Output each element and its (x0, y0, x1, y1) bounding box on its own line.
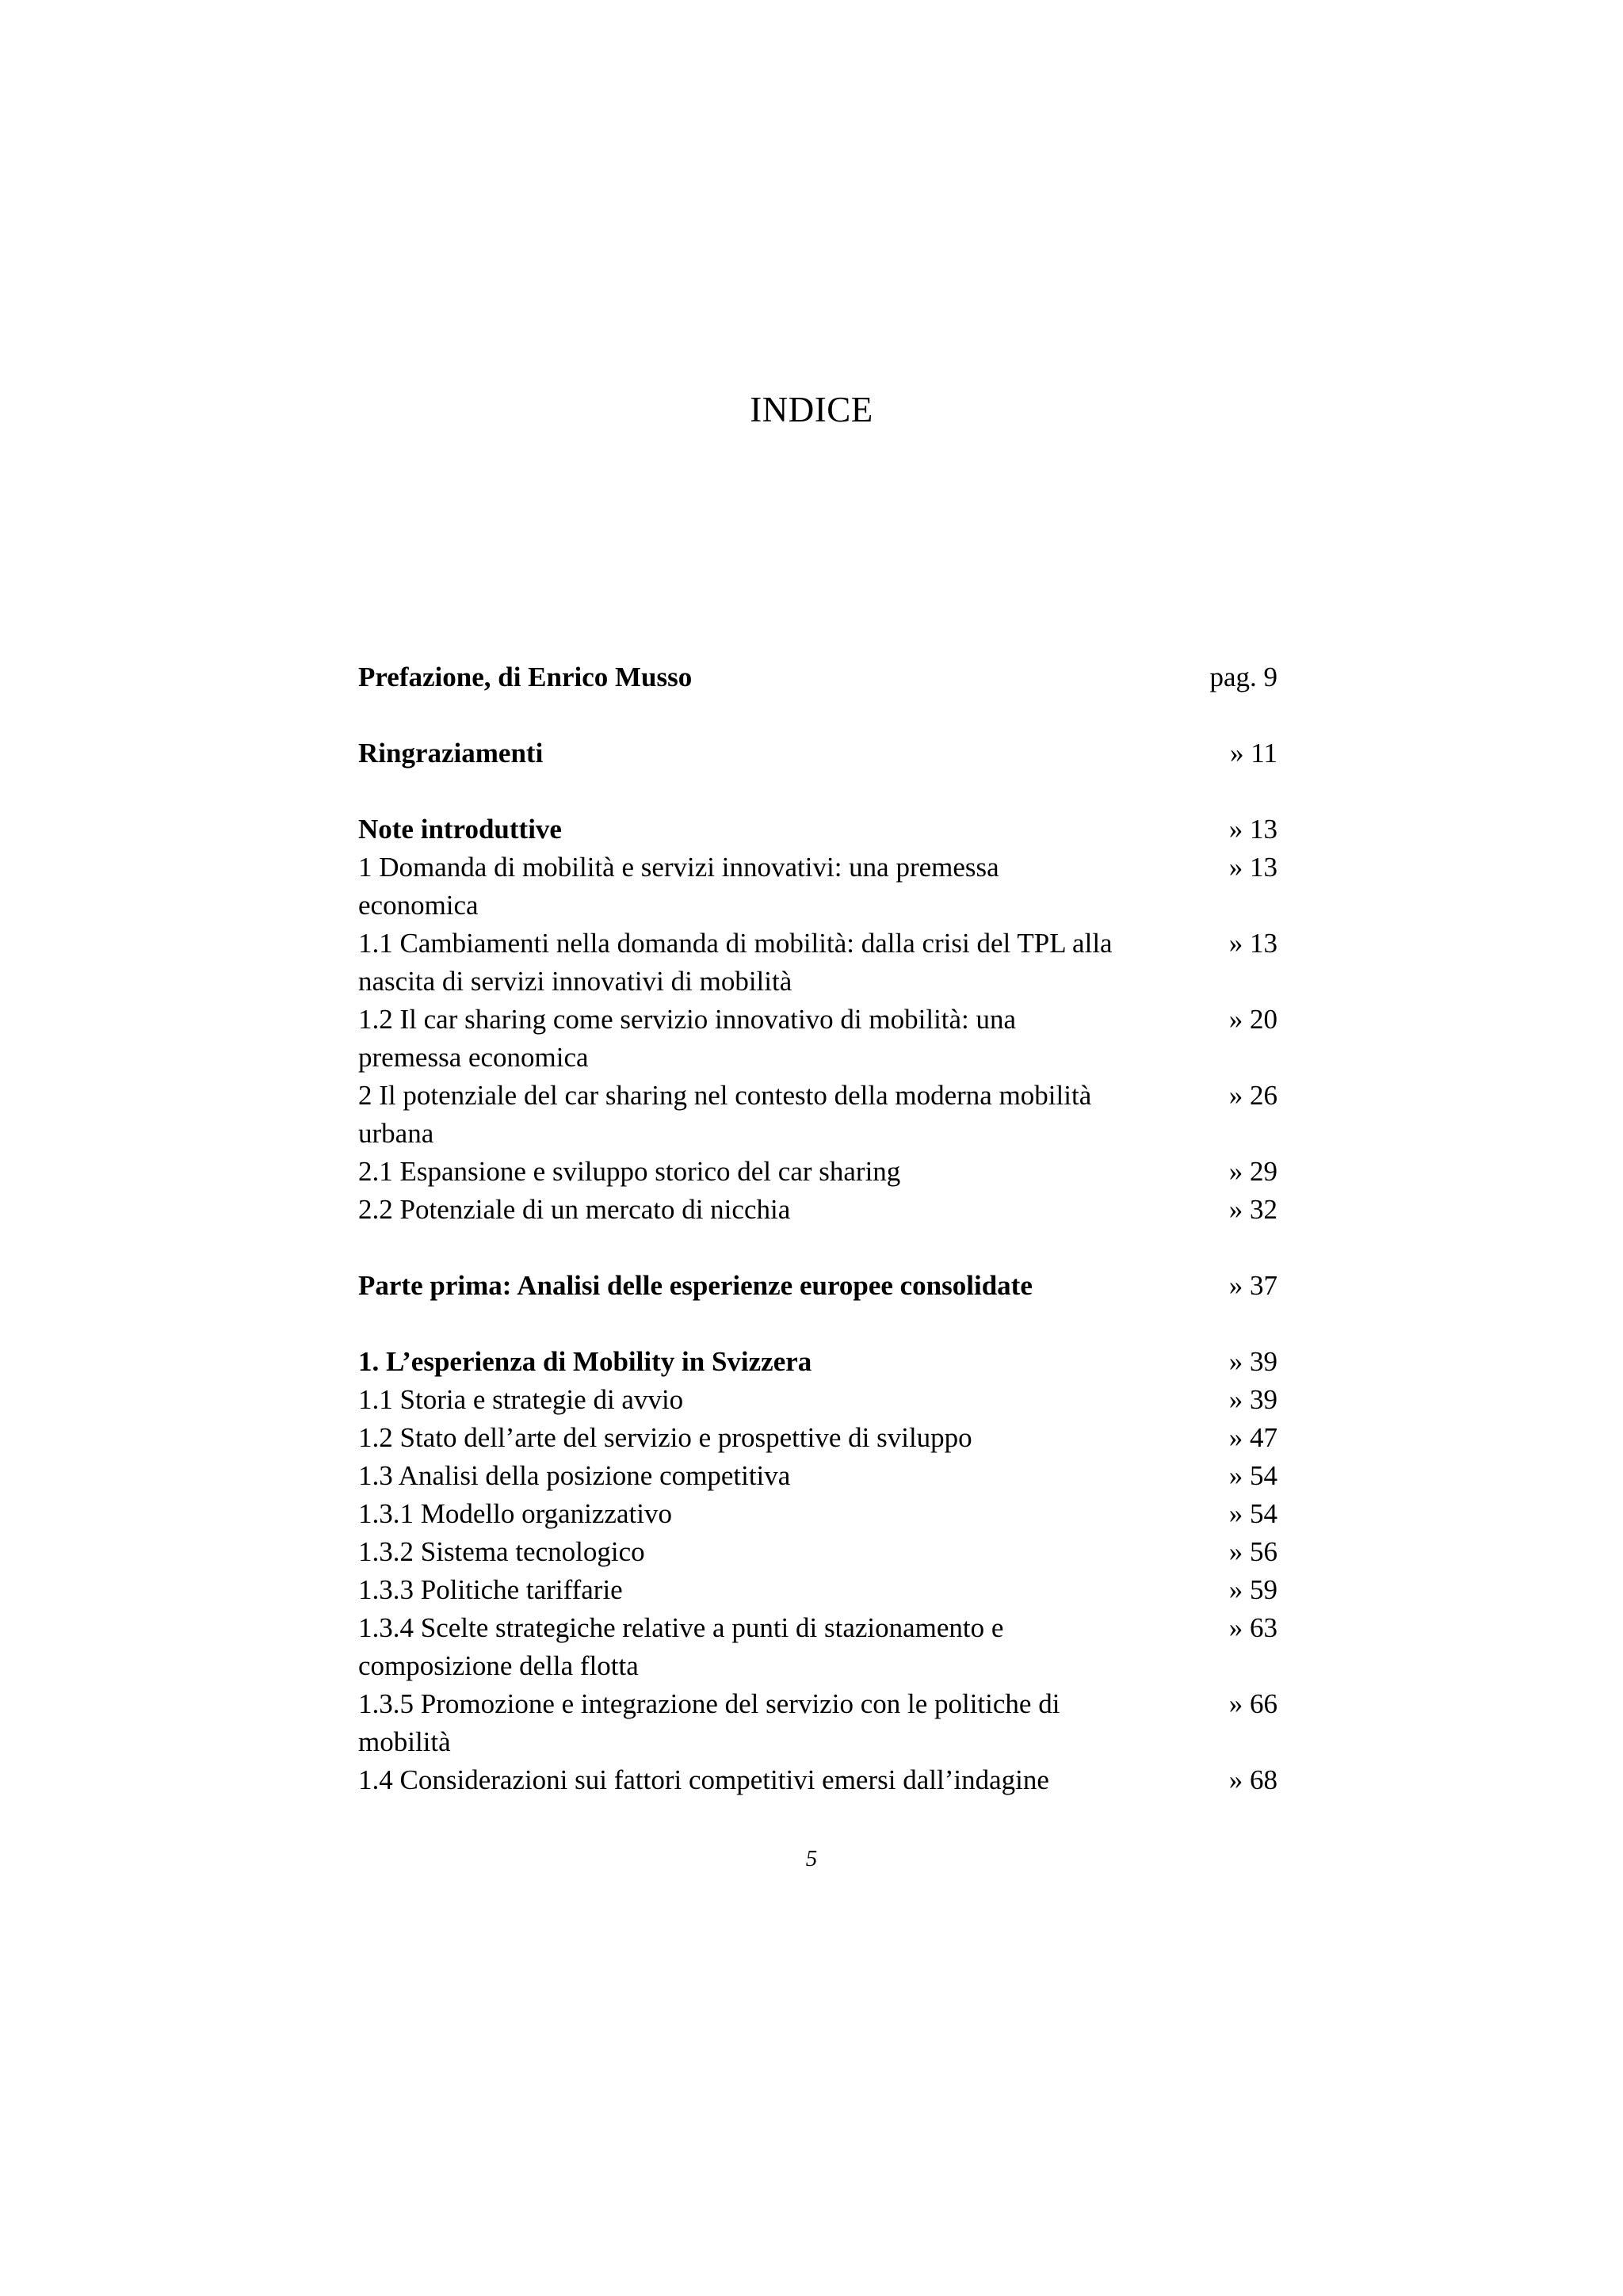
toc-entry (358, 1457, 1277, 1495)
table-of-contents (358, 658, 1277, 1799)
toc-entry (358, 1077, 1277, 1153)
page-number: 5 (805, 1846, 818, 1871)
toc-entry-title: 1 Domanda di mobilità e servizi innovativi: una premessa economica (358, 852, 999, 921)
toc-entry-page: » 54 (1228, 1460, 1277, 1491)
toc-entry-page: » 66 (1228, 1688, 1277, 1719)
toc-entry-page: » 32 (1228, 1194, 1277, 1225)
toc-entry-title: 1.3.1 Modello organizzativo (358, 1498, 672, 1529)
toc-entry (358, 734, 1277, 772)
toc-entry-page: » 54 (1228, 1498, 1277, 1529)
toc-entry-title: 1.4 Considerazioni sui fattori competitivi emersi dall’indagine (358, 1764, 1049, 1795)
toc-entry-page: » 39 (1228, 1384, 1277, 1415)
toc-entry-page: » 11 (1230, 738, 1277, 769)
toc-entry-title: 1.1 Storia e strategie di avvio (358, 1384, 684, 1415)
toc-entry-title: 1.2 Stato dell’arte del servizio e prospettive di sviluppo (358, 1422, 972, 1453)
toc-entry-title: 1.3.4 Scelte strategiche relative a punti di stazionamento e composizione della flotta (358, 1612, 1004, 1681)
toc-entry (358, 658, 1277, 696)
toc-entry (358, 1419, 1277, 1457)
toc-entry-page: » 63 (1228, 1612, 1277, 1643)
toc-entry-page: » 13 (1228, 852, 1277, 883)
toc-entry-title: Note introduttive (358, 814, 562, 845)
toc-entry-title: 2 Il potenziale del car sharing nel contesto della moderna mobilità urbana (358, 1080, 1092, 1149)
toc-entry-title: 1.3.3 Politiche tariffarie (358, 1574, 623, 1605)
toc-entry (358, 1343, 1277, 1381)
toc-entry-page: » 37 (1228, 1270, 1277, 1301)
toc-entry (358, 925, 1277, 1001)
toc-entry (358, 1153, 1277, 1191)
toc-entry (358, 1191, 1277, 1229)
toc-entry-title: Parte prima: Analisi delle esperienze europee consolidate (358, 1270, 1033, 1301)
toc-entry-title: 1.3 Analisi della posizione competitiva (358, 1460, 791, 1491)
toc-entry-page: pag. 9 (1209, 662, 1277, 692)
toc-entry-title: 2.2 Potenziale di un mercato di nicchia (358, 1194, 791, 1225)
toc-entry-page: » 13 (1228, 814, 1277, 845)
toc-entry-title: Ringraziamenti (358, 738, 544, 769)
toc-entry (358, 1267, 1277, 1305)
toc-entry-title: 1.2 Il car sharing come servizio innovativo di mobilità: una premessa economica (358, 1004, 1017, 1073)
toc-entry-page: » 56 (1228, 1536, 1277, 1567)
toc-entry-title: 1.1 Cambiamenti nella domanda di mobilità: dalla crisi del TPL alla nascita di servizi innovativi di mobilità (358, 928, 1113, 997)
toc-entry-page: » 59 (1228, 1574, 1277, 1605)
toc-entry-page: » 29 (1228, 1156, 1277, 1187)
toc-entry-title: 1.3.5 Promozione e integrazione del servizio con le politiche di mobilità (358, 1688, 1060, 1757)
toc-entry-page: » 13 (1228, 928, 1277, 959)
toc-entry (358, 1533, 1277, 1571)
toc-entry-title: 1.3.2 Sistema tecnologico (358, 1536, 645, 1567)
toc-entry-title: 2.1 Espansione e sviluppo storico del car sharing (358, 1156, 901, 1187)
toc-entry (358, 1381, 1277, 1419)
toc-entry-page: » 68 (1228, 1764, 1277, 1795)
toc-entry (358, 1001, 1277, 1077)
toc-entry (358, 1761, 1277, 1799)
toc-entry-title: Prefazione, di Enrico Musso (358, 662, 693, 692)
toc-entry (358, 849, 1277, 925)
toc-entry (358, 810, 1277, 849)
toc-entry (358, 1495, 1277, 1533)
toc-entry-page: » 26 (1228, 1080, 1277, 1111)
toc-entry-page: » 47 (1228, 1422, 1277, 1453)
toc-entry-page: » 20 (1228, 1004, 1277, 1035)
toc-entry (358, 1609, 1277, 1685)
page-title: INDICE (750, 390, 873, 429)
toc-entry (358, 1685, 1277, 1761)
toc-entry (358, 1571, 1277, 1609)
toc-entry-title: 1. L’esperienza di Mobility in Svizzera (358, 1346, 812, 1377)
toc-entry-page: » 39 (1228, 1346, 1277, 1377)
